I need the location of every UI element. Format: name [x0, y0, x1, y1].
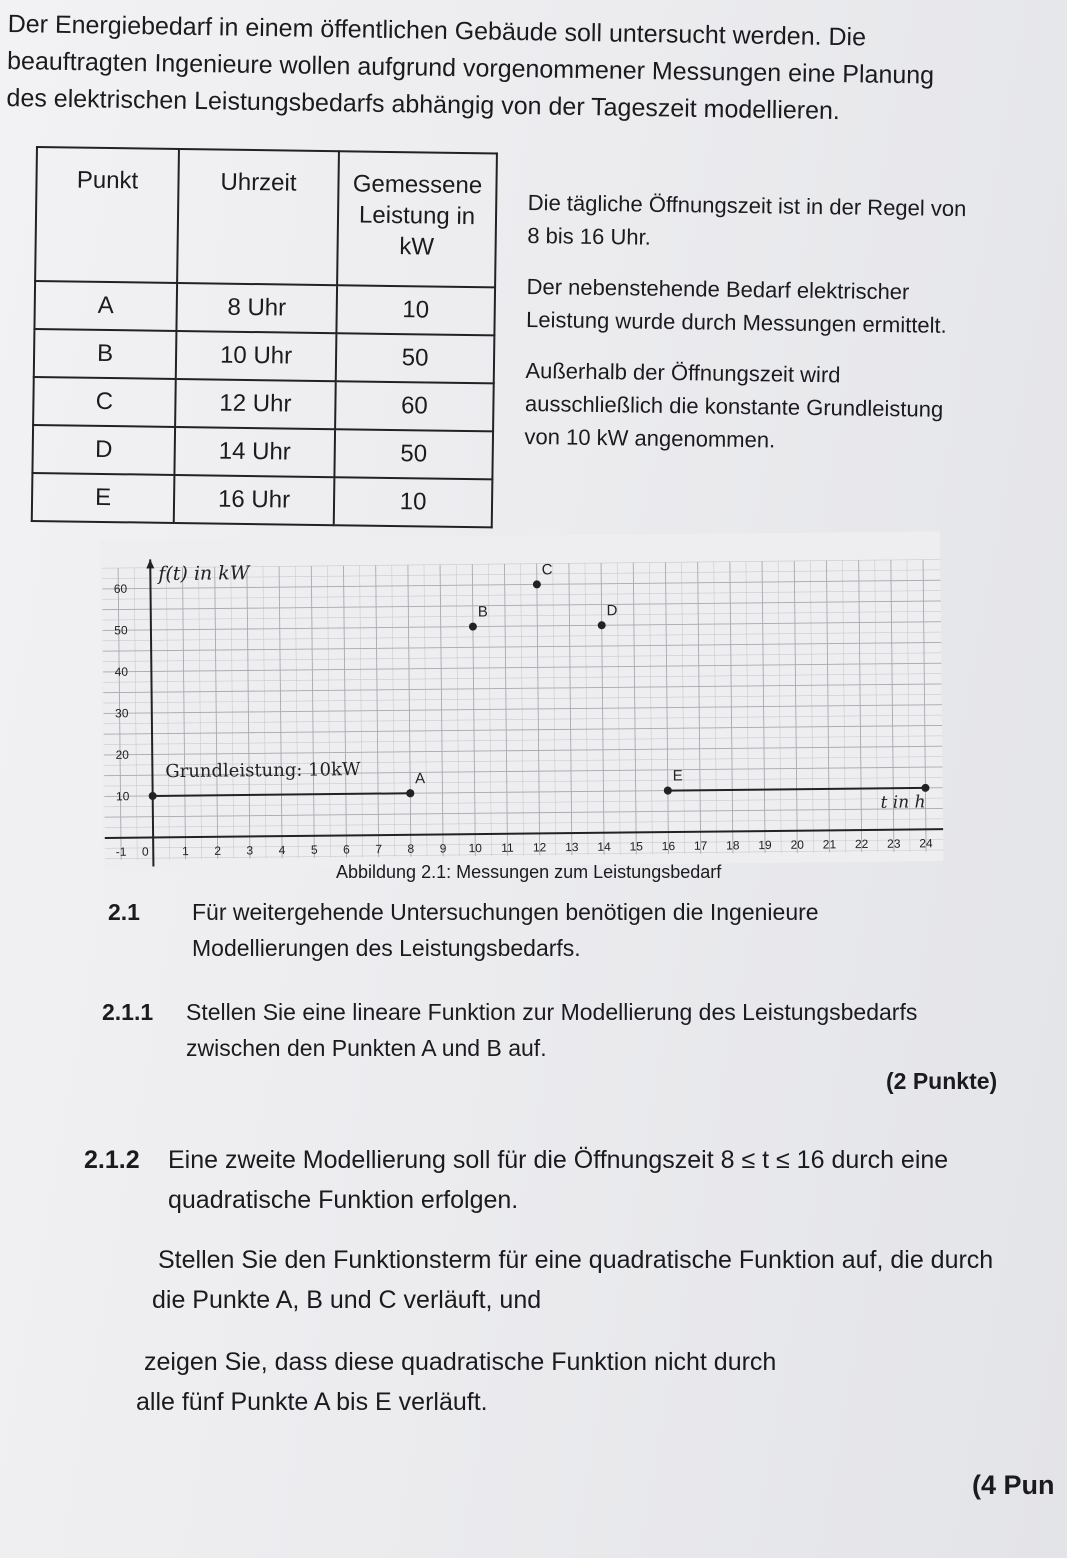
- intro-text: [6, 6, 1008, 133]
- x-tick-label: 2: [214, 843, 222, 858]
- header-uhrzeit: Uhrzeit: [177, 149, 339, 285]
- points-label: (2 Punkte): [886, 1068, 998, 1094]
- intro-line-1: Der Energiebedarf in einem öffentlichen Gebäude soll untersucht werden. Die: [7, 9, 867, 52]
- task-2-1-2: [84, 1140, 993, 1422]
- cell-leistung: 50: [334, 429, 493, 479]
- x-tick-label: 20: [790, 837, 804, 852]
- x-tick-label: 0: [141, 844, 149, 859]
- task-text: zwischen den Punkten A und B auf.: [186, 1035, 547, 1061]
- x-tick-label: 21: [822, 837, 837, 852]
- data-point-label: B: [477, 603, 488, 621]
- x-tick-label: 12: [532, 840, 547, 855]
- x-axis-label: t in h: [880, 792, 926, 813]
- x-tick-label: 18: [726, 838, 740, 853]
- chart-container: [100, 531, 943, 875]
- x-tick-label: 22: [854, 836, 869, 852]
- x-tick-label: 5: [310, 842, 318, 857]
- cell-punkt: A: [34, 281, 177, 331]
- task-2-1-1: [102, 994, 917, 1066]
- table-row: [32, 473, 493, 527]
- y-tick-label: 20: [115, 747, 130, 762]
- data-point-label: E: [672, 767, 683, 785]
- header-punkt: Punkt: [35, 147, 179, 283]
- measurement-table: [31, 146, 498, 528]
- y-tick-label: 40: [114, 664, 129, 679]
- task-text: Eine zweite Modellierung soll für die Öffnungszeit 8 ≤ t ≤ 16 durch eine: [168, 1146, 949, 1174]
- y-tick-label: 60: [113, 581, 128, 596]
- x-tick-label: 6: [343, 842, 350, 857]
- x-tick-label: 15: [629, 839, 643, 854]
- task-text: Stellen Sie eine lineare Funktion zur Modellierung des Leistungsbedarfs: [186, 999, 918, 1025]
- cell-leistung: 10: [334, 477, 493, 527]
- task-text: quadratische Funktion erfolgen.: [168, 1186, 519, 1214]
- points-label: (4 Pun: [972, 1470, 1055, 1500]
- y-tick-label: 50: [114, 623, 128, 638]
- task-text: Stellen Sie den Funktionsterm für eine quadratische Funktion auf, die durch: [158, 1246, 994, 1274]
- task-number: 2.1.2: [84, 1146, 140, 1174]
- task-number: 2.1: [108, 899, 140, 925]
- x-tick-label: 9: [439, 841, 447, 856]
- cell-punkt: B: [34, 329, 177, 379]
- cell-uhrzeit: 14 Uhr: [174, 427, 335, 477]
- task-text: Für weitergehende Untersuchungen benötigen die Ingenieure: [192, 899, 819, 925]
- task-text: Modellierungen des Leistungsbedarfs.: [192, 935, 581, 961]
- baseline-annotation: Grundleistung: 10kW: [165, 759, 361, 783]
- header-leistung: Gemessene Leistung in kW: [337, 151, 497, 287]
- x-tick-label: 19: [758, 837, 772, 853]
- y-tick-label: 10: [115, 789, 130, 804]
- table-row: [34, 329, 495, 383]
- table-row: [32, 425, 493, 479]
- x-tick-label: 10: [468, 841, 482, 856]
- task-number: 2.1.1: [102, 999, 154, 1025]
- figure-caption: Abbildung 2.1: Messungen zum Leistungsbedarf: [336, 862, 722, 882]
- cell-leistung: 60: [335, 381, 494, 431]
- cell-leistung: 50: [336, 333, 495, 383]
- table-row: [34, 281, 495, 335]
- x-tick-label: 16: [661, 838, 676, 854]
- cell-punkt: E: [32, 473, 175, 523]
- x-tick-label: 8: [407, 841, 415, 856]
- x-tick-label: 7: [375, 842, 383, 857]
- cell-punkt: C: [33, 377, 176, 427]
- task-text: die Punkte A, B und C verläuft, und: [152, 1286, 542, 1314]
- cell-uhrzeit: 10 Uhr: [176, 331, 337, 381]
- side-notes: [524, 186, 968, 477]
- data-point-label: A: [415, 770, 426, 788]
- cell-leistung: 10: [336, 285, 495, 335]
- x-tick-label: 24: [919, 836, 933, 851]
- x-tick-label: 17: [693, 838, 708, 853]
- task-2-1: [108, 894, 819, 966]
- cell-punkt: D: [32, 425, 175, 475]
- x-tick-label: 3: [246, 843, 254, 858]
- cell-uhrzeit: 16 Uhr: [174, 475, 335, 525]
- x-tick-label: -1: [115, 844, 127, 859]
- cell-uhrzeit: 12 Uhr: [175, 379, 336, 429]
- power-demand-chart: [100, 531, 943, 870]
- x-tick-label: 13: [565, 840, 579, 855]
- task-text: zeigen Sie, dass diese quadratische Funktion nicht durch: [144, 1348, 777, 1376]
- x-tick-label: 14: [597, 839, 611, 854]
- data-point-label: D: [606, 602, 618, 620]
- table-row: [33, 377, 494, 431]
- x-tick-label: 11: [501, 840, 514, 855]
- x-tick-label: 1: [182, 844, 189, 859]
- side-note-measurements: Der nebenstehende Bedarf elektrischer Leistung wurde durch Messungen ermittelt.: [525, 273, 947, 338]
- side-note-opening-hours: Die tägliche Öffnungszeit ist in der Regel von 8 bis 16 Uhr.: [527, 189, 967, 250]
- x-tick-label: 4: [278, 843, 286, 858]
- side-note-base-load: Außerhalb der Öffnungszeit wird ausschließlich die konstante Grundleistung von 10 kW angenommen.: [524, 357, 944, 453]
- table-header-row: [35, 147, 497, 287]
- data-point-label: C: [541, 561, 553, 579]
- cell-uhrzeit: 8 Uhr: [176, 283, 337, 333]
- y-tick-label: 30: [115, 706, 129, 721]
- intro-line-2: beauftragten Ingenieure wollen aufgrund vorgenommener Messungen eine Planung: [6, 46, 935, 90]
- y-axis-label: f(t) in kW: [158, 562, 250, 586]
- x-tick-label: 23: [887, 836, 901, 851]
- intro-line-3: des elektrischen Leistungsbedarfs abhängig von der Tageszeit modellieren.: [6, 83, 841, 126]
- task-text: alle fünf Punkte A bis E verläuft.: [136, 1388, 488, 1416]
